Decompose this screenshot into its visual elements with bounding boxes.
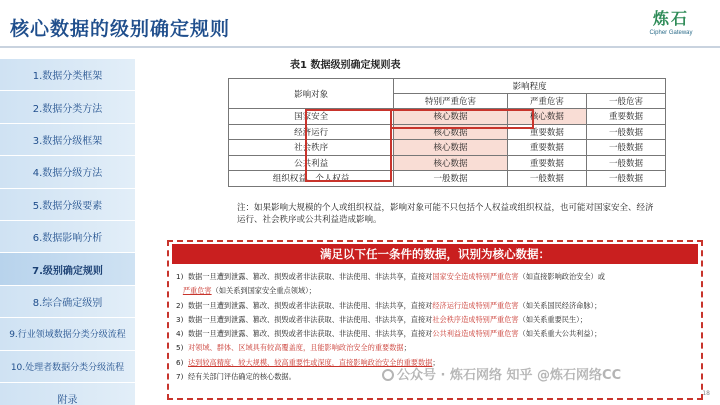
title-divider (0, 46, 720, 48)
table-cell: 核心数据 (507, 109, 586, 125)
table-cell: 一般数据 (586, 155, 665, 171)
condition-number: 4) (176, 329, 184, 339)
condition-number: 3) (176, 314, 184, 324)
condition-text-tail: ； (403, 343, 411, 353)
sidebar-item-classification-framework[interactable]: 1.数据分类框架 (0, 59, 135, 91)
sidebar-item-grading-method[interactable]: 4.数据分级方法 (0, 156, 135, 188)
header-degree-severe-special: 特别严重危害 (394, 94, 508, 109)
condition-number: 1) (176, 272, 184, 281)
table-cell: 一般数据 (507, 171, 586, 187)
table-cell: 核心数据 (394, 124, 508, 140)
table-cell: 重要数据 (507, 140, 586, 156)
table-row (229, 140, 666, 156)
condition-text-tail: ； (432, 357, 440, 367)
condition-text-tail: （如关系国民经济命脉）； (518, 300, 602, 310)
logo-subtitle: Cipher Gateway (649, 30, 693, 36)
condition-text-tail: （如关系重要民生）； (518, 314, 587, 324)
condition-number: 5) (176, 343, 184, 353)
condition-highlight: 公共利益造成特别严重危害 (432, 329, 519, 339)
condition-item (176, 270, 696, 284)
sidebar-item-grading-framework[interactable]: 3.数据分级框架 (0, 124, 135, 156)
condition-text-tail: （如直接影响政治安全）或 (518, 272, 605, 281)
sidebar-item-level-rules[interactable]: 7.级别确定规则 (0, 253, 135, 285)
watermark-text: 公众号 · 炼石网络 知乎 @炼石网络CC (397, 368, 622, 383)
table-cell: 重要数据 (507, 124, 586, 140)
condition-highlight: 对领域、群体、区域具有较高覆盖度，且能影响政治安全的重要数据 (187, 343, 404, 353)
sidebar-item-industry-process[interactable]: 9.行业领域数据分类分级流程 (0, 318, 135, 350)
sidebar-item-processor-process[interactable]: 10.处理者数据分类分级流程 (0, 351, 135, 383)
condition-text: 数据一旦遭到泄露、篡改、损毁或者非法获取、非法使用、非法共享，直接对 (187, 314, 433, 324)
condition-highlight: 经济运行造成特别严重危害 (432, 300, 519, 310)
condition-highlight: 严重危害 (182, 286, 212, 296)
table-title: 表1 数据级别确定规则表 (290, 60, 401, 71)
condition-item (176, 313, 696, 327)
page-title: 核心数据的级别确定规则 (10, 18, 231, 40)
condition-number: 2) (176, 300, 184, 310)
condition-text: 数据一旦遭到泄露、篡改、损毁或者非法获取、非法使用、非法共享，直接对 (187, 272, 433, 281)
table-row (229, 171, 666, 187)
table-note: 注：如果影响大规模的个人或组织权益，影响对象可能不只包括个人权益或组织权益，也可能对国家安全、经济运行、社会秩序或公共利益造成影响。 (237, 203, 654, 226)
row-object: 经济运行 (229, 124, 394, 140)
condition-highlight: 国家安全造成特别严重危害 (432, 272, 519, 281)
sidebar-item-classification-method[interactable]: 2.数据分类方法 (0, 91, 135, 123)
level-rules-table (228, 78, 666, 187)
condition-number: 7) (176, 372, 184, 382)
condition-item (176, 299, 696, 313)
condition-text-tail: （如关系到国家安全重点领域）； (211, 286, 316, 296)
sidebar-item-impact-analysis[interactable]: 6.数据影响分析 (0, 221, 135, 253)
sidebar-item-comprehensive-level[interactable]: 8.综合确定级别 (0, 286, 135, 318)
wechat-icon (382, 369, 394, 381)
table-cell: 核心数据 (394, 140, 508, 156)
condition-highlight: 达到较高精度、较大规模、较高重要性或深度，直接影响政治安全的重要数据 (187, 357, 433, 367)
condition-text-tail: （如关系重大公共利益）； (518, 329, 602, 339)
logo-mark: 炼石 (652, 9, 689, 28)
header-impact-degree: 影响程度 (394, 79, 666, 94)
table-cell: 一般数据 (586, 140, 665, 156)
header-impact-object: 影响对象 (229, 79, 394, 109)
condition-item (176, 341, 696, 355)
table-cell: 核心数据 (394, 109, 508, 125)
condition-item-continued (176, 284, 696, 298)
row-object: 公共利益 (229, 155, 394, 171)
table-cell: 一般数据 (586, 171, 665, 187)
table-cell: 一般数据 (586, 124, 665, 140)
table-row (229, 109, 666, 125)
row-object: 社会秩序 (229, 140, 394, 156)
row-object: 国家安全 (229, 109, 394, 125)
row-object: 组织权益、个人权益 (229, 171, 394, 187)
table-cell: 核心数据 (394, 155, 508, 171)
page-number: 18 (702, 390, 710, 397)
condition-item (176, 327, 696, 341)
condition-number: 6) (176, 357, 184, 367)
header-degree-severe: 严重危害 (507, 94, 586, 109)
table-cell: 重要数据 (586, 109, 665, 125)
sidebar-nav (0, 59, 135, 405)
table-header-row (229, 79, 666, 94)
table-cell: 重要数据 (507, 155, 586, 171)
condition-text: 数据一旦遭到泄露、篡改、损毁或者非法获取、非法使用、非法共享，直接对 (187, 300, 433, 310)
brand-logo (636, 6, 706, 42)
header-degree-general: 一般危害 (586, 94, 665, 109)
table-row (229, 155, 666, 171)
conditions-header: 满足以下任一条件的数据，识别为核心数据： (172, 244, 698, 264)
table-cell: 一般数据 (394, 171, 508, 187)
table-row (229, 124, 666, 140)
condition-highlight: 社会秩序造成特别严重危害 (432, 314, 519, 324)
condition-text: 数据一旦遭到泄露、篡改、损毁或者非法获取、非法使用、非法共享，直接对 (187, 329, 433, 339)
condition-text: 经有关部门评估确定的核心数据。 (187, 372, 296, 382)
watermark (382, 364, 621, 383)
sidebar-item-grading-elements[interactable]: 5.数据分级要素 (0, 189, 135, 221)
sidebar-item-appendix[interactable]: 附录 (0, 383, 135, 405)
